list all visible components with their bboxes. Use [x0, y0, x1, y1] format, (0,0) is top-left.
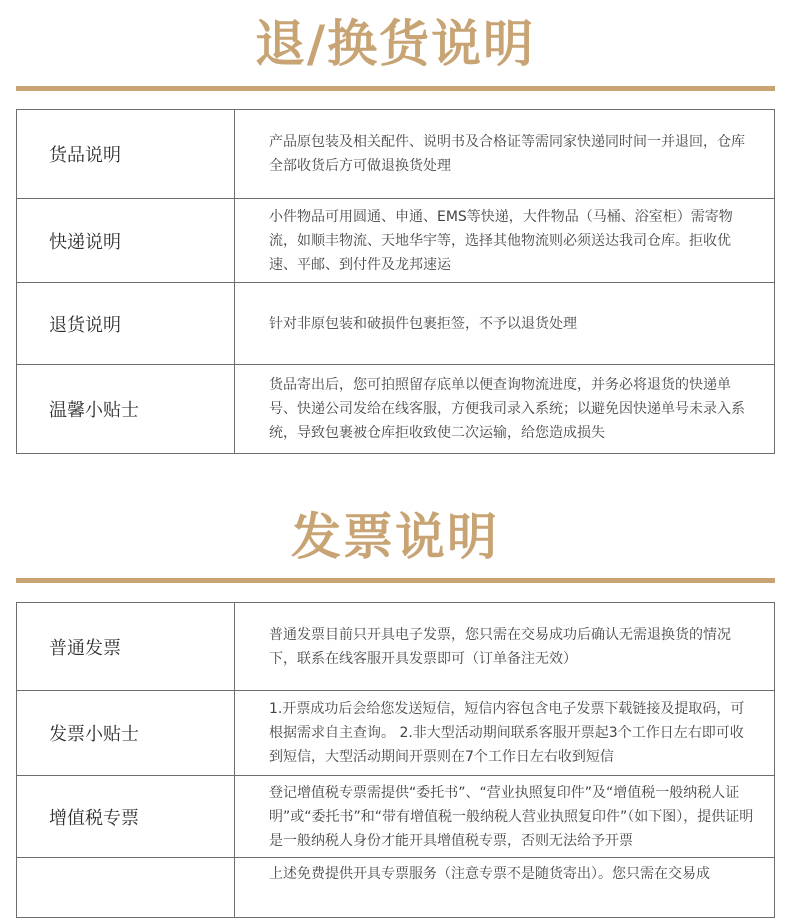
return-info-table	[16, 109, 775, 454]
row-text: 小件物品可用圆通、申通、EMS等快递，大件物品（马桶、浴室柜）需寄物流，如顺丰物流、天地华宇等，选择其他物流则必须送达我司仓库。拒收优速、平邮、到付件及龙邦速运	[235, 199, 775, 283]
row-label: 温馨小贴士	[17, 365, 235, 454]
table-row	[17, 776, 775, 858]
row-label: 货品说明	[17, 110, 235, 199]
table-row	[17, 365, 775, 454]
row-text: 普通发票目前只开具电子发票，您只需在交易成功后确认无需退换货的情况下，联系在线客服开具发票即可（订单备注无效）	[235, 603, 775, 691]
row-text: 1.开票成功后会给您发送短信，短信内容包含电子发票下载链接及提取码，可根据需求自主查询。 2.非大型活动期间联系客服开票起3个工作日左右即可收到短信，大型活动期间开票则在7个工作日左右收到短信	[235, 691, 775, 776]
row-label: 发票小贴士	[17, 691, 235, 776]
row-label: 退货说明	[17, 283, 235, 365]
row-label	[17, 858, 235, 918]
table-row	[17, 858, 775, 918]
invoice-section-title: 发票说明	[291, 508, 499, 566]
invoice-section-divider	[16, 578, 775, 583]
table-row	[17, 199, 775, 283]
return-section-divider	[16, 86, 775, 91]
row-text: 针对非原包装和破损件包裹拒签，不予以退货处理	[235, 283, 775, 365]
row-text: 产品原包装及相关配件、说明书及合格证等需同家快递同时间一并退回，仓库全部收货后方可做退换货处理	[235, 110, 775, 199]
row-text: 上述免费提供开具专票服务（注意专票不是随货寄出）。您只需在交易成	[235, 858, 775, 918]
row-text: 货品寄出后，您可拍照留存底单以便查询物流进度，并务必将退货的快递单号、快递公司发给在线客服，方便我司录入系统；以避免因快递单号未录入系统，导致包裹被仓库拒收致使二次运输，给您造成损失	[235, 365, 775, 454]
table-row	[17, 691, 775, 776]
return-section-title: 退/换货说明	[254, 15, 536, 73]
row-label: 增值税专票	[17, 776, 235, 858]
table-row	[17, 283, 775, 365]
row-text: 登记增值税专票需提供“委托书”、“营业执照复印件”及“增值税一般纳税人证明”或“委托书”和“带有增值税一般纳税人营业执照复印件”（如下图），提供证明是一般纳税人身份才能开具增值税专票，否则无法给予开票	[235, 776, 775, 858]
row-label: 快递说明	[17, 199, 235, 283]
row-label: 普通发票	[17, 603, 235, 691]
table-row	[17, 110, 775, 199]
table-row	[17, 603, 775, 691]
